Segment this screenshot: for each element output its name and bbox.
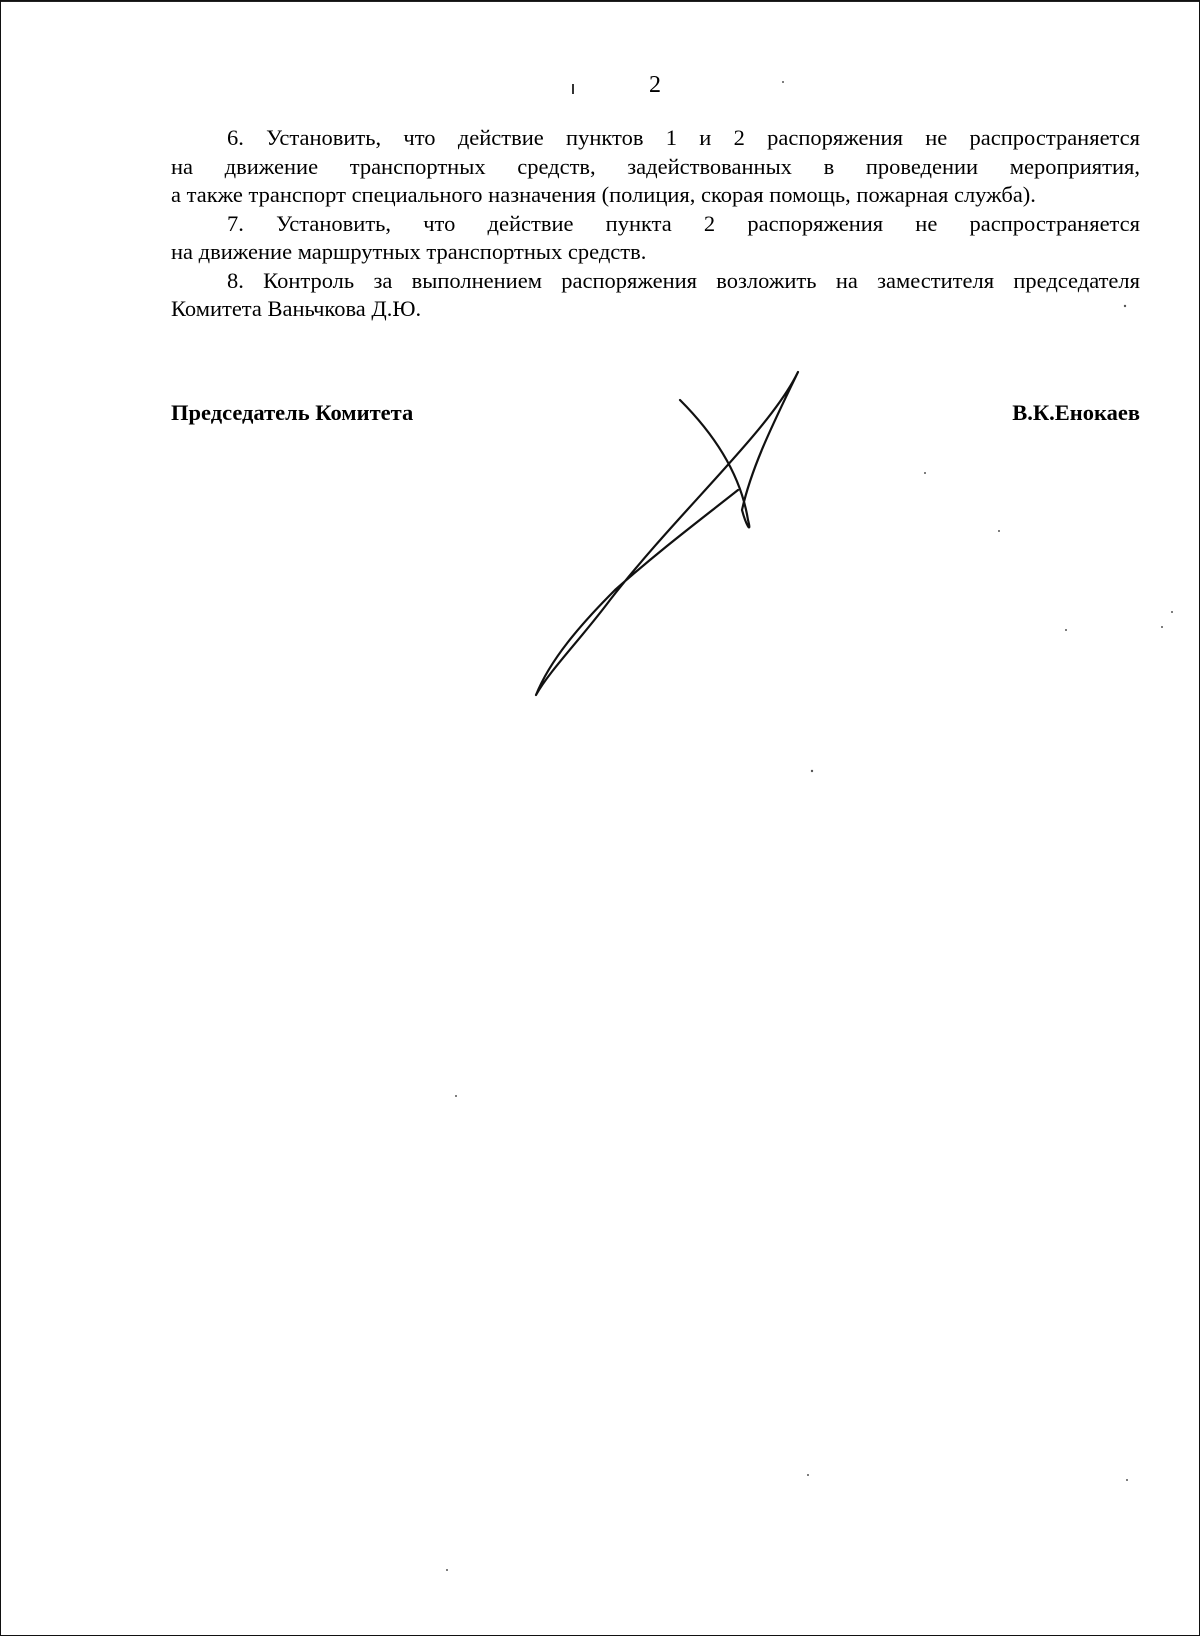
document-body — [171, 124, 1140, 324]
handwritten-signature — [520, 360, 810, 700]
position-title: Председатель Комитета — [171, 400, 414, 425]
paragraph-7 — [171, 210, 1140, 267]
text-line: 8. Контроль за выполнением распоряжения возложить на заместителя председателя — [227, 267, 1140, 293]
page-number: 2 — [649, 72, 661, 98]
text-line: на движение транспортных средств, задействованных в проведении мероприятия, — [171, 153, 1140, 179]
text-line: 6. Установить, что действие пунктов 1 и 2 распоряжения не распространяется — [227, 125, 1140, 150]
text-line: Комитета Ваньчкова Д.Ю. — [171, 296, 422, 321]
text-line: а также транспорт специального назначения (полиция, скорая помощь, пожарная служба). — [171, 182, 1036, 207]
text-line: на движение маршрутных транспортных средств. — [171, 239, 647, 264]
page-top-edge — [0, 0, 1200, 2]
paragraph-8 — [171, 267, 1140, 324]
text-line: 7. Установить, что действие пункта 2 распоряжения не распространяется — [227, 210, 1140, 236]
signatory-name: В.К.Енокаев — [1012, 400, 1140, 425]
paragraph-6 — [171, 124, 1140, 210]
